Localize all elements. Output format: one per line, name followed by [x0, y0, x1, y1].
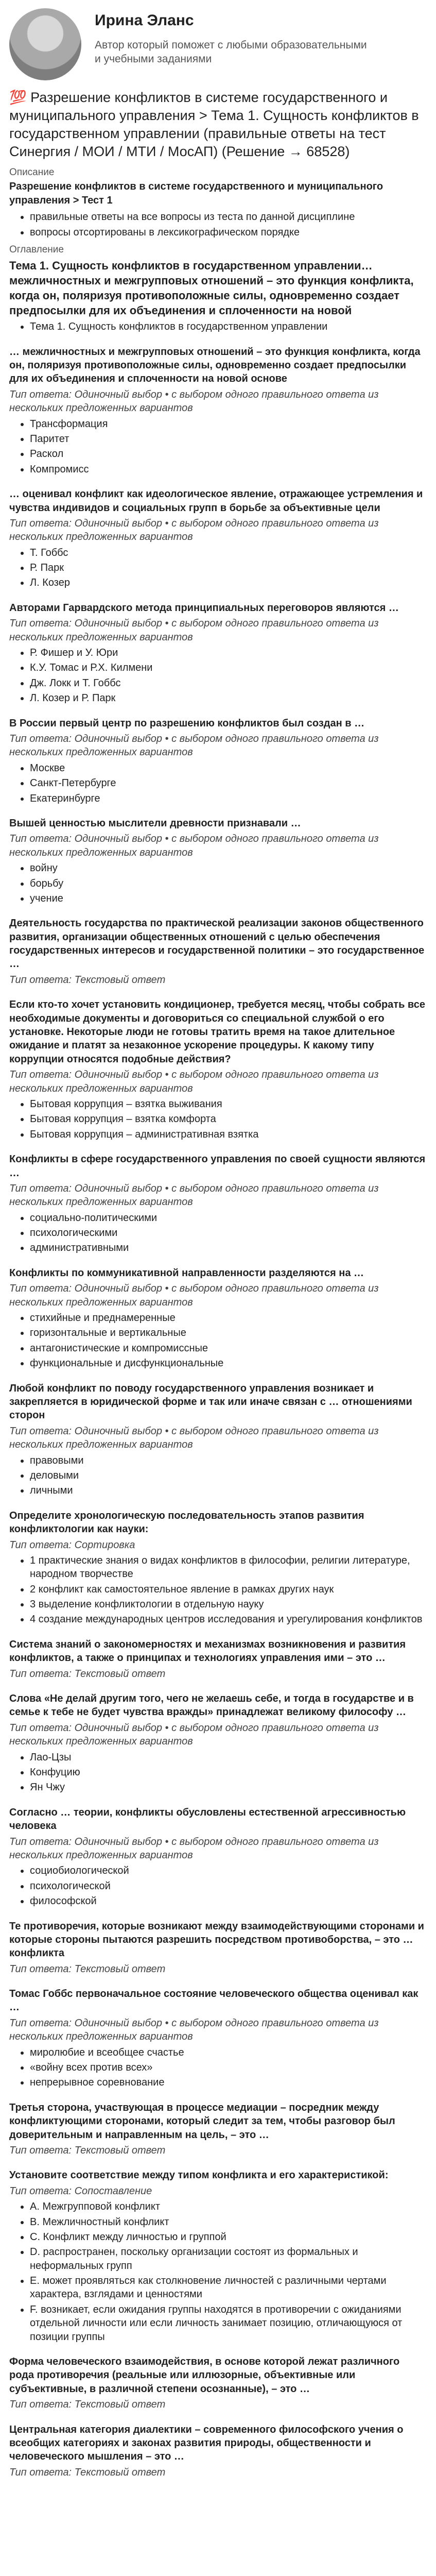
answer-option: • Москве	[30, 761, 427, 775]
answer-options	[9, 546, 427, 590]
question-block	[9, 817, 427, 905]
answer-options	[9, 1454, 427, 1498]
description-label: Описание	[9, 167, 55, 178]
answer-options	[9, 1751, 427, 1794]
answer-option: • учение	[30, 892, 427, 905]
answer-type: Тип ответа: Сопоставление	[9, 2185, 152, 2197]
question-block	[9, 1692, 427, 1794]
question-text: Установите соответствие между типом конфликта и его характеристикой:	[9, 2170, 389, 2181]
toc-section	[9, 243, 427, 334]
answer-options	[9, 1097, 427, 1141]
avatar[interactable]	[9, 8, 81, 80]
answer-option: • К.У. Томас и Р.Х. Килмени	[30, 661, 427, 674]
author-card	[9, 8, 427, 80]
answer-options	[9, 646, 427, 705]
answer-option: • Ян Чжу	[30, 1781, 427, 1794]
answer-options	[9, 1211, 427, 1255]
answer-option: • борьбу	[30, 877, 427, 890]
answer-option: • горизонтальные и вертикальные	[30, 1326, 427, 1340]
answer-option: • Бытовая коррупция – взятка выживания	[30, 1097, 427, 1111]
answer-type: Тип ответа: Одиночный выбор • с выбором одного правильного ответа из нескольких предложенных вариантов	[9, 1182, 379, 1208]
author-name[interactable]: Ирина Эланс	[95, 12, 194, 29]
answer-options	[9, 861, 427, 905]
answer-type: Тип ответа: Одиночный выбор • с выбором одного правильного ответа из нескольких предложенных вариантов	[9, 1283, 379, 1308]
answer-option: • B. Межличностный конфликт	[30, 2215, 427, 2229]
answer-option: • деловыми	[30, 1469, 427, 1482]
answer-option: • социобиологической	[30, 1864, 427, 1877]
answer-option: • правовыми	[30, 1454, 427, 1467]
answer-option: • философской	[30, 1894, 427, 1908]
answer-option: • стихийные и преднамеренные	[30, 1311, 427, 1325]
answer-type: Тип ответа: Текстовый ответ	[9, 1963, 166, 1975]
question-block	[9, 1266, 427, 1370]
answer-option: • Раскол	[30, 447, 427, 461]
question-block	[9, 2423, 427, 2480]
answer-type: Тип ответа: Одиночный выбор • с выбором одного правильного ответа из нескольких предложенных вариантов	[9, 388, 379, 414]
question-block	[9, 917, 427, 987]
question-text: Определите хронологическую последовательность этапов развития конфликтологии как науки:	[9, 1510, 364, 1535]
answer-option: • личными	[30, 1484, 427, 1497]
answer-option: • Р. Фишер и У. Юри	[30, 646, 427, 659]
answer-option: • непрерывное соревнование	[30, 2076, 427, 2089]
question-block	[9, 1382, 427, 1498]
question-text: Форма человеческого взаимодействия, в основе которой лежат различного рода противоречия (реальные или иллюзорные, объективные или субъективные, в различной степени осознанные), – это …	[9, 2356, 400, 2395]
answer-option: • Санкт-Петербурге	[30, 776, 427, 790]
answer-option: • «войну всех против всех»	[30, 2061, 427, 2074]
question-text: Томас Гоббс первоначальное состояние человеческого общества оценивал как …	[9, 1988, 418, 2013]
answer-options	[9, 1554, 427, 1626]
answer-option: • Бытовая коррупция – административная взятка	[30, 1128, 427, 1141]
answer-options	[9, 761, 427, 805]
question-block	[9, 1987, 427, 2090]
answer-options	[9, 417, 427, 477]
toc-list	[9, 320, 427, 333]
question-block	[9, 345, 427, 477]
question-text: Те противоречия, которые возникают между взаимодействующими сторонами и которые стороны пытаются разрешить посредством противоборства, – это … конфликта	[9, 1920, 424, 1959]
answer-option: • A. Межгрупповой конфликт	[30, 2200, 427, 2213]
question-text: Центральная категория диалектики – современного философского учения о всеобщих категориях и законах развития природы, общественности и человеческого мышления – это …	[9, 2424, 404, 2463]
answer-type: Тип ответа: Сортировка	[9, 1539, 135, 1551]
question-text: Согласно … теории, конфликты обусловлены естественной агрессивностью человека	[9, 1806, 406, 1832]
answer-option: • Трансформация	[30, 417, 427, 431]
answer-option: • Паритет	[30, 432, 427, 446]
question-text: Любой конфликт по поводу государственного управления возникает и закрепляется в юридической форме и так или иначе связан с … отношениями сторон	[9, 1382, 412, 1421]
answer-option: • Лао-Цзы	[30, 1751, 427, 1764]
answer-type: Тип ответа: Текстовый ответ	[9, 2144, 166, 2156]
answer-option: • Л. Козер	[30, 576, 427, 589]
question-block	[9, 998, 427, 1141]
author-info	[95, 8, 373, 66]
question-block	[9, 601, 427, 705]
question-block	[9, 2355, 427, 2412]
toc-item[interactable]: • Тема 1. Сущность конфликтов в государственном управлении	[30, 320, 427, 333]
answer-type: Тип ответа: Одиночный выбор • с выбором одного правильного ответа из нескольких предложенных вариантов	[9, 833, 379, 858]
description-item: • правильные ответы на все вопросы из теста по данной дисциплине	[30, 210, 427, 224]
answer-option: • E. может проявляться как столкновение личностей с различными чертами характера, взглядами и ценностями	[30, 2274, 427, 2301]
question-text: Конфликты в сфере государственного управления по своей сущности являются …	[9, 1154, 426, 1179]
answer-type: Тип ответа: Одиночный выбор • с выбором одного правильного ответа из нескольких предложенных вариантов	[9, 618, 379, 643]
answer-options	[9, 1311, 427, 1370]
answer-option: • 1 практические знания о видах конфликтов в философии, религии литературе, народном творчестве	[30, 1554, 427, 1581]
question-text: Система знаний о закономерностях и механизмах возникновения и развития конфликтов, а также о принципах и технологиях управления ими – это …	[9, 1638, 406, 1664]
answer-option: • миролюбие и всеобщее счастье	[30, 2046, 427, 2059]
question-text: Деятельность государства по практической реализации законов общественного развития, организации общественных отношений с целью обеспечения государственных интересов и государственной политики – это государственное …	[9, 918, 425, 970]
answer-type: Тип ответа: Одиночный выбор • с выбором одного правильного ответа из нескольких предложенных вариантов	[9, 1836, 379, 1861]
description-list	[9, 210, 427, 239]
question-text: … межличностных и межгрупповых отношений – это функция конфликта, когда он, поляризуя противоположные силы, одновременно создает предпосылки для их объединения и сплоченности на новой основе	[9, 346, 421, 385]
answer-type: Тип ответа: Одиночный выбор • с выбором одного правильного ответа из нескольких предложенных вариантов	[9, 2017, 379, 2043]
answer-type: Тип ответа: Одиночный выбор • с выбором одного правильного ответа из нескольких предложенных вариантов	[9, 517, 379, 543]
answer-options	[9, 2046, 427, 2090]
answer-options	[9, 2200, 427, 2344]
description-heading: Разрешение конфликтов в системе государственного и муниципального управления > Тест 1	[9, 181, 383, 206]
answer-option: • психологическими	[30, 1226, 427, 1240]
answer-option: • административными	[30, 1241, 427, 1255]
answer-option: • D. распространен, поскольку организации состоят из формальных и неформальных групп	[30, 2245, 427, 2273]
question-block	[9, 1153, 427, 1255]
answer-option: • Бытовая коррупция – взятка комфорта	[30, 1112, 427, 1126]
answer-options	[9, 1864, 427, 1908]
answer-type: Тип ответа: Одиночный выбор • с выбором одного правильного ответа из нескольких предложенных вариантов	[9, 1069, 379, 1094]
answer-type: Тип ответа: Текстовый ответ	[9, 974, 166, 986]
question-text: Слова «Не делай другим того, чего не желаешь себе, и тогда в государстве и в семье к тебе не будет чувства вражды» принадлежат великому философу …	[9, 1693, 414, 1718]
question-text: В России первый центр по разрешению конфликтов был создан в …	[9, 717, 365, 729]
answer-option: • антагонистические и компромиссные	[30, 1342, 427, 1355]
question-block	[9, 1638, 427, 1681]
question-block	[9, 2101, 427, 2158]
answer-type: Тип ответа: Текстовый ответ	[9, 2466, 166, 2478]
answer-type: Тип ответа: Одиночный выбор • с выбором одного правильного ответа из нескольких предложенных вариантов	[9, 733, 379, 758]
question-block	[9, 1509, 427, 1626]
question-block	[9, 717, 427, 805]
answer-type: Тип ответа: Текстовый ответ	[9, 2399, 166, 2411]
question-text: Если кто-то хочет установить кондиционер, требуется месяц, чтобы собрать все необходимые документы и договориться со специальной службой о его установке. Некоторые люди не готовы тратить время на такое длительное ожидание и платят за незаконное ускорение процедуры. К какому типу коррупции относятся подобные действия?	[9, 999, 425, 1065]
author-description: Автор который поможет с любыми образовательными и учебными заданиями	[95, 39, 367, 65]
answer-type: Тип ответа: Одиночный выбор • с выбором одного правильного ответа из нескольких предложенных вариантов	[9, 1722, 379, 1748]
answer-option: • Дж. Локк и Т. Гоббс	[30, 676, 427, 690]
answer-type: Тип ответа: Одиночный выбор • с выбором одного правильного ответа из нескольких предложенных вариантов	[9, 1425, 379, 1451]
answer-option: • F. возникает, если ожидания группы находятся в противоречии с ожиданиями отдельной личности или если личность занимает позицию, отличающуюся от позиции группы	[30, 2303, 427, 2344]
question-block	[9, 2168, 427, 2344]
answer-option: • Л. Козер и Р. Парк	[30, 691, 427, 705]
questions-list	[9, 345, 427, 2480]
answer-option: • Конфуцию	[30, 1766, 427, 1779]
answer-type: Тип ответа: Текстовый ответ	[9, 1668, 166, 1680]
question-block	[9, 1806, 427, 1908]
question-text: Авторами Гарвардского метода принципиальных переговоров являются …	[9, 602, 399, 614]
description-item: • вопросы отсортированы в лексикографическом порядке	[30, 226, 427, 239]
description-section	[9, 166, 427, 239]
question-text: Конфликты по коммуникативной направленности разделяются на …	[9, 1267, 364, 1279]
answer-option: • Екатеринбурге	[30, 792, 427, 805]
answer-option: • Т. Гоббс	[30, 546, 427, 560]
toc-heading: Тема 1. Сущность конфликтов в государственном управлении… межличностных и межгрупповых отношений – это функция конфликта, когда он, поляризуя противоположные силы, одновременно создает предпосылки для их объединения и сплоченности на новой	[9, 259, 414, 317]
answer-option: • Р. Парк	[30, 561, 427, 574]
answer-option: • Компромисс	[30, 463, 427, 476]
toc-label: Оглавление	[9, 244, 64, 256]
answer-option: • C. Конфликт между личностью и группой	[30, 2230, 427, 2244]
answer-option: • функциональные и дисфункциональные	[30, 1357, 427, 1370]
answer-option: • социально-политическими	[30, 1211, 427, 1225]
question-text: Третья сторона, участвующая в процессе медиации – посредник между конфликтующими сторонами, который следит за тем, чтобы разговор был доверительным и направленным на цель, – это …	[9, 2102, 395, 2141]
page-title: 💯 Разрешение конфликтов в системе государственного и муниципального управления > Тема 1. Сущность конфликтов в государственном управлении (правильные ответы на тест Синергия / МОИ / МТИ / МосАП) (Решение → 68528)	[9, 90, 419, 160]
answer-option: • войну	[30, 861, 427, 875]
answer-option: • 3 выделение конфликтологии в отдельную науку	[30, 1598, 427, 1611]
answer-option: • психологической	[30, 1879, 427, 1893]
question-text: Вышей ценностью мыслители древности признавали …	[9, 817, 301, 829]
answer-option: • 4 создание международных центров исследования и урегулирования конфликтов	[30, 1613, 427, 1626]
question-text: … оценивал конфликт как идеологическое явление, отражающее устремления и чувства индивидов и социальных групп в борьбе за объективные цели	[9, 488, 423, 514]
question-block	[9, 1920, 427, 1976]
question-block	[9, 487, 427, 590]
answer-option: • 2 конфликт как самостоятельное явление в рамках других наук	[30, 1583, 427, 1596]
